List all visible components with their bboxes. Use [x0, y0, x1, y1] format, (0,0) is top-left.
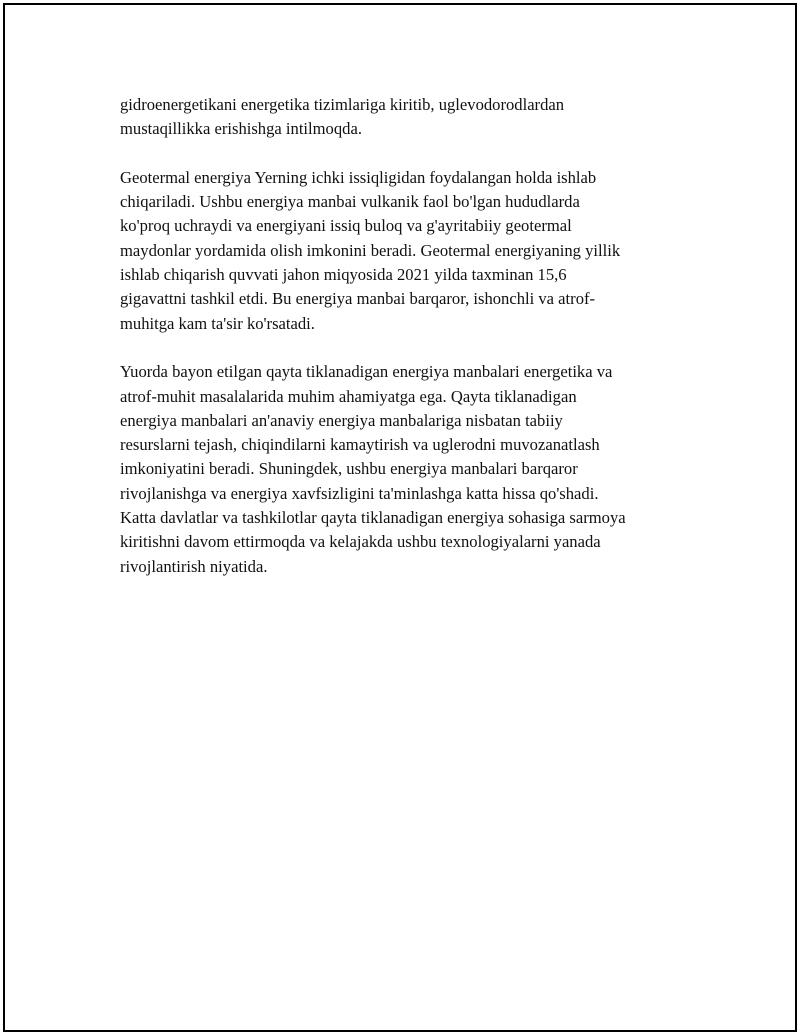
- page-frame: [3, 3, 797, 1032]
- text-line: gigavattni tashkil etdi. Bu energiya manbai barqaror, ishonchli va atrof-: [120, 289, 596, 309]
- document-body: [120, 93, 720, 603]
- text-line: Katta davlatlar va tashkilotlar qayta tiklanadigan energiya sohasiga sarmoya: [120, 508, 626, 528]
- text-line: Yuorda bayon etilgan qayta tiklanadigan energiya manbalari energetika va: [120, 362, 613, 382]
- text-line: ishlab chiqarish quvvati jahon miqyosida 2021 yilda taxminan 15,6: [120, 265, 567, 285]
- text-line: imkoniyatini beradi. Shuningdek, ushbu energiya manbalari barqaror: [120, 459, 578, 479]
- text-line: kiritishni davom ettirmoqda va kelajakda ushbu texnologiyalarni yanada: [120, 532, 601, 552]
- text-line: chiqariladi. Ushbu energiya manbai vulkanik faol bo'lgan hududlarda: [120, 192, 580, 212]
- text-line: energiya manbalari an'anaviy energiya manbalariga nisbatan tabiiy: [120, 410, 563, 430]
- paragraph-geothermal: [120, 166, 720, 336]
- text-line: rivojlantirish niyatida.: [120, 556, 268, 576]
- text-line: mustaqillikka erishishga intilmoqda.: [120, 119, 362, 139]
- text-line: rivojlanishga va energiya xavfsizligini ta'minlashga katta hissa qo'shadi.: [120, 483, 599, 503]
- text-line: ko'proq uchraydi va energiyani issiq buloq va g'ayritabiiy geotermal: [120, 216, 572, 236]
- text-line: maydonlar yordamida olish imkonini beradi. Geotermal energiyaning yillik: [120, 240, 621, 260]
- paragraph-conclusion: [120, 360, 720, 579]
- paragraph-hydro-conclusion: [120, 93, 720, 142]
- text-line: atrof-muhit masalalarida muhim ahamiyatga ega. Qayta tiklanadigan: [120, 386, 577, 406]
- text-line: Geotermal energiya Yerning ichki issiqligidan foydalangan holda ishlab: [120, 167, 597, 187]
- text-line: resurslarni tejash, chiqindilarni kamaytirish va uglerodni muvozanatlash: [120, 435, 600, 455]
- text-line: gidroenergetikani energetika tizimlariga kiritib, uglevodorodlardan: [120, 95, 565, 114]
- text-line: muhitga kam ta'sir ko'rsatadi.: [120, 313, 315, 333]
